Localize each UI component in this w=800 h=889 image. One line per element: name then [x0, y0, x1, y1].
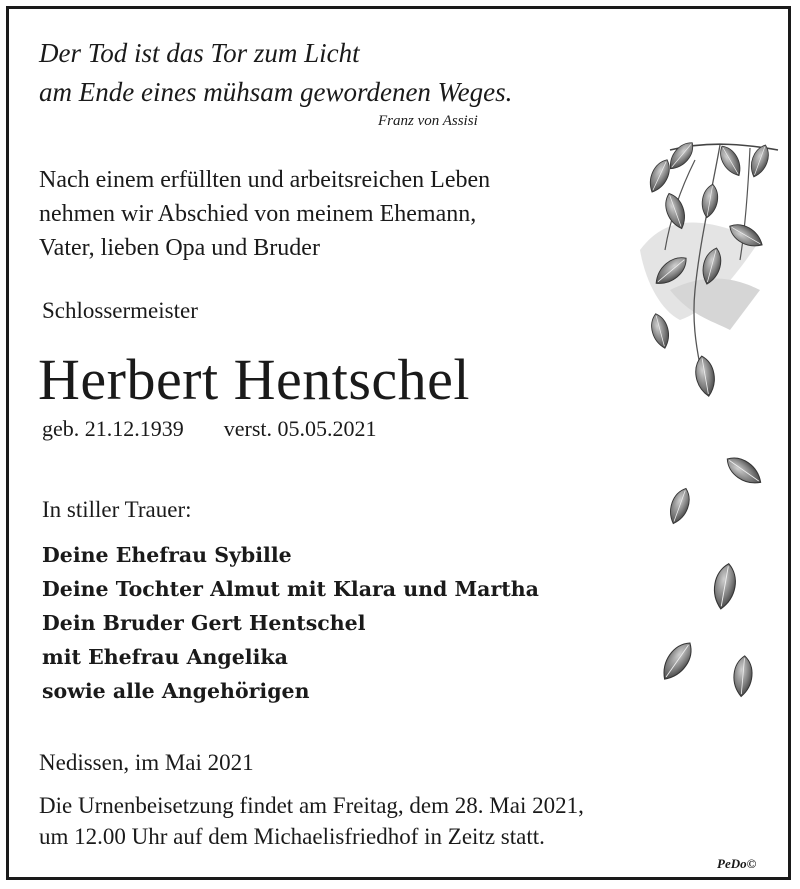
mourner-item: mit Ehefrau Angelika [42, 645, 288, 669]
burial-line-2: um 12.00 Uhr auf dem Michaelisfriedhof in Zeitz statt. [39, 824, 545, 849]
falling-leaf-icon [711, 562, 739, 611]
birth-date: geb. 21.12.1939 [42, 416, 184, 441]
mourning-label: In stiller Trauer: [42, 497, 192, 522]
burial-info [39, 790, 584, 852]
falling-leaf-icon [732, 655, 753, 697]
mourner-item: Dein Bruder Gert Hentschel [42, 611, 366, 635]
quote [39, 34, 512, 112]
intro-line-2: nehmen wir Abschied von meinem Ehemann, [39, 201, 477, 227]
mourner-item: Deine Ehefrau Sybille [42, 543, 292, 567]
quote-line-2: am Ende eines mühsam gewordenen Weges. [39, 77, 513, 107]
quote-line-1: Der Tod ist das Tor zum Licht [39, 38, 360, 68]
intro-line-3: Vater, lieben Opa und Bruder [39, 235, 320, 261]
copyright-mark: PeDo© [717, 856, 757, 871]
intro-text [39, 163, 490, 265]
falling-leaf-icon [722, 452, 766, 490]
profession: Schlossermeister [42, 298, 198, 323]
falling-leaf-icon [657, 637, 698, 684]
death-date: verst. 05.05.2021 [223, 416, 377, 441]
deceased-name: Herbert Hentschel [38, 347, 471, 412]
burial-line-1: Die Urnenbeisetzung findet am Freitag, dem 28. Mai 2021, [39, 793, 584, 818]
mourner-item: Deine Tochter Almut mit Klara und Martha [42, 577, 539, 601]
intro-line-1: Nach einem erfüllten und arbeitsreichen Leben [39, 167, 491, 193]
life-dates [42, 416, 377, 442]
falling-leaf-icon [665, 486, 693, 527]
place-date: Nedissen, im Mai 2021 [39, 750, 254, 775]
mourners-list [42, 538, 539, 708]
hanging-leaves-illustration [600, 130, 785, 710]
mourner-item: sowie alle Angehörigen [42, 679, 310, 703]
quote-author: Franz von Assisi [378, 113, 478, 129]
